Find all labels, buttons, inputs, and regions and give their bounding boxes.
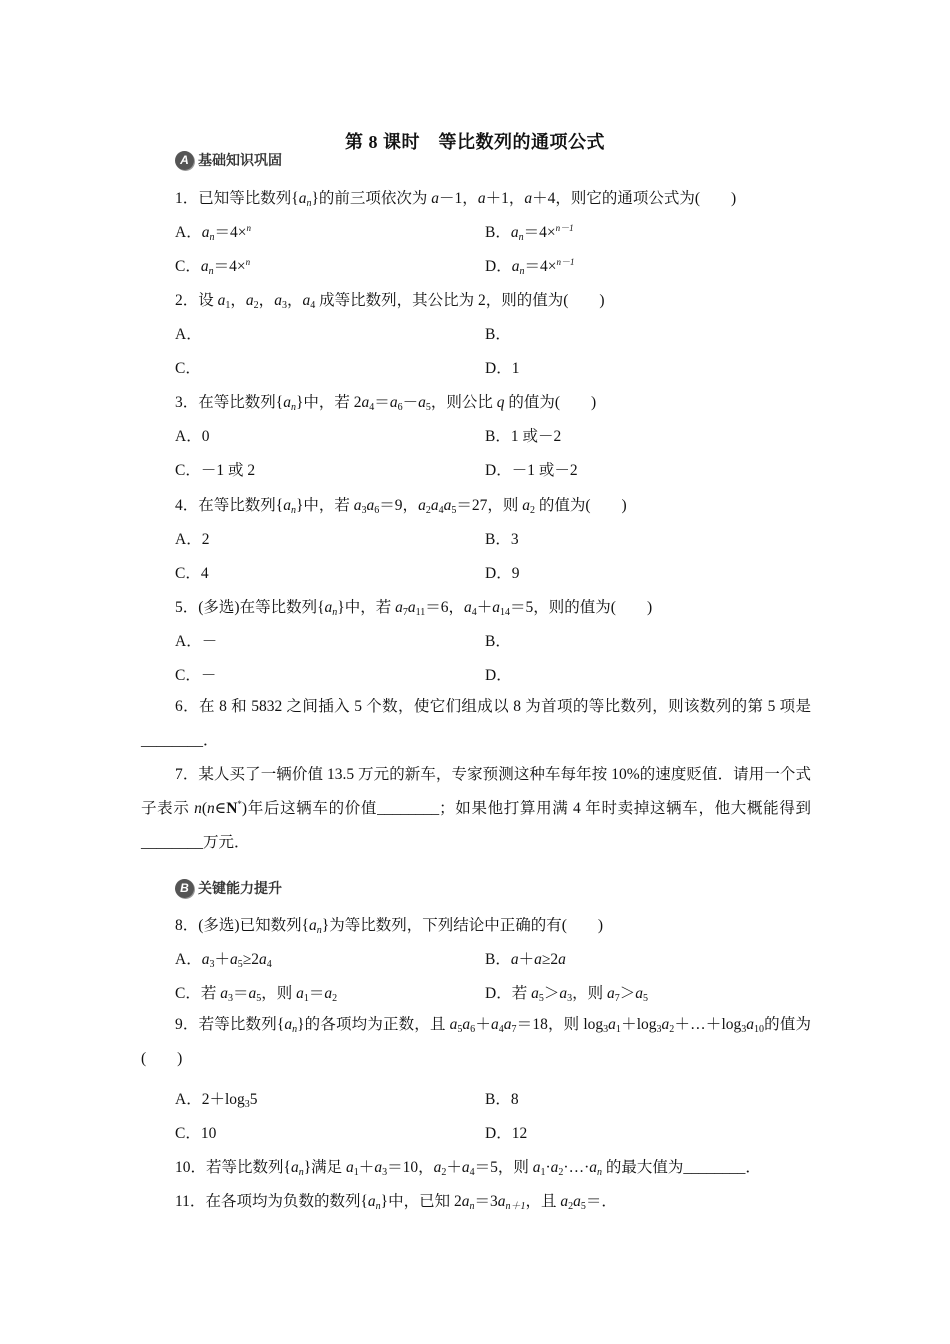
section-a-icon: A (175, 151, 194, 170)
question-5-option-c[interactable]: C．－ (175, 667, 217, 684)
section-b-icon: B (175, 879, 194, 898)
question-8-option-a[interactable]: A．$a_3+a_5\ge 2a_4$ (175, 951, 272, 970)
question-2-option-d[interactable]: D．1 (485, 360, 520, 377)
question-9-option-b[interactable]: B．8 (485, 1091, 519, 1108)
question-4-option-c[interactable]: C．4 (175, 565, 209, 582)
question-9-option-c[interactable]: C．10 (175, 1125, 217, 1142)
section-label: 关键能力提升 (198, 880, 282, 896)
question-1-stem: 1．已知等比数列$\{a_n\}$的前三项依次为 a－1，a＋1，a＋4，则它的通项公式为( ) (175, 190, 737, 209)
question-4-option-a[interactable]: A．2 (175, 531, 210, 548)
question-8-option-c[interactable]: C．若 $a_3=a_5$，则 $a_1=a_2$ (175, 985, 338, 1004)
question-5-option-b[interactable]: B． (485, 633, 511, 650)
question-3-option-b[interactable]: B．1 或－2 (485, 428, 562, 445)
question-5-option-d[interactable]: D． (485, 667, 512, 684)
question-2-option-a[interactable]: A． (175, 326, 202, 343)
page-title: 第 8 课时 等比数列的通项公式 (345, 132, 605, 152)
question-1-option-b[interactable]: B．$a_n=4\times^{n-1}$ (485, 223, 574, 243)
question-2-option-b[interactable]: B． (485, 326, 511, 343)
section-header-basic (175, 150, 282, 170)
question-4-stem: 4．在等比数列$\{a_n\}$中，若 $a_3a_6=9$，$a_2a_4a_5=27$，则 $a_2$ 的值为( ) (175, 497, 627, 516)
question-2-stem: 2．设 $a_1$，$a_2$，$a_3$，$a_4$ 成等比数列，其公比为 2，则的值为( ) (175, 292, 605, 311)
question-10: 10．若等比数列$\{a_n\}$满足 $a_1+a_3=10$，$a_2+a_4=5$，则 $a_1\cdot a_2\cdot\dots\cdot a_n$ 的最大值为________． (175, 1159, 761, 1178)
question-9-option-a[interactable]: A．$2+\log_35$ (175, 1091, 258, 1110)
question-8-option-b[interactable]: B．a＋a≥2a (485, 951, 566, 968)
question-3-stem: 3．在等比数列$\{a_n\}$中，若 $2a_4=a_6-a_5$，则公比 q 的值为( ) (175, 394, 597, 413)
question-5-stem: 5．(多选)在等比数列$\{a_n\}$中，若 $a_7a_{11}=6$，$a_4+a_{14}=5$，则的值为( ) (175, 599, 653, 618)
question-1-option-d[interactable]: D．$a_n=4\times^{n-1}$ (485, 257, 575, 277)
question-5-option-a[interactable]: A．－ (175, 633, 218, 650)
section-header-advanced (175, 878, 282, 898)
question-8-stem: 8．(多选)已知数列$\{a_n\}$为等比数列，下列结论中正确的有( ) (175, 917, 604, 936)
question-4-option-b[interactable]: B．3 (485, 531, 519, 548)
question-9-stem: 9．若等比数列$\{a_n\}$的各项均为正数，且 $a_5a_6+a_4a_7=18$，则 $\log_3a_1+\log_3a_2+\dots+\log_3a_{10}$的值为( ) (141, 1016, 811, 1067)
section-label: 基础知识巩固 (198, 152, 282, 168)
question-1-option-c[interactable]: C．$a_n=4\times^n$ (175, 257, 251, 277)
question-11: 11．在各项均为负数的数列$\{a_n\}$中，已知 $2a_n=3a_{n+1}$，且 $a_2a_5=$． (175, 1193, 617, 1212)
question-6: 6．在 8 和 5832 之间插入 5 个数，使它们组成以 8 为首项的等比数列，则该数列的第 5 项是________． (141, 698, 811, 749)
question-9-option-d[interactable]: D．12 (485, 1125, 528, 1142)
question-2-option-c[interactable]: C． (175, 360, 201, 377)
question-3-option-a[interactable]: A．0 (175, 428, 210, 445)
question-8-option-d[interactable]: D．若 $a_5>a_3$，则 $a_7>a_5$ (485, 985, 648, 1004)
question-3-option-c[interactable]: C．－1 或 2 (175, 462, 256, 479)
question-1-option-a[interactable]: A．$a_n=4\times^n$ (175, 223, 251, 243)
question-4-option-d[interactable]: D．9 (485, 565, 520, 582)
question-7: 7．某人买了一辆价值 13.5 万元的新车，专家预测这种车每年按 10%的速度贬值．请用一个式子表示 n(n∈N*)年后这辆车的价值________；如果他打算用满 4 年时卖掉这辆车，他大概能得到________万元． (141, 766, 811, 851)
question-3-option-d[interactable]: D．－1 或－2 (485, 462, 578, 479)
